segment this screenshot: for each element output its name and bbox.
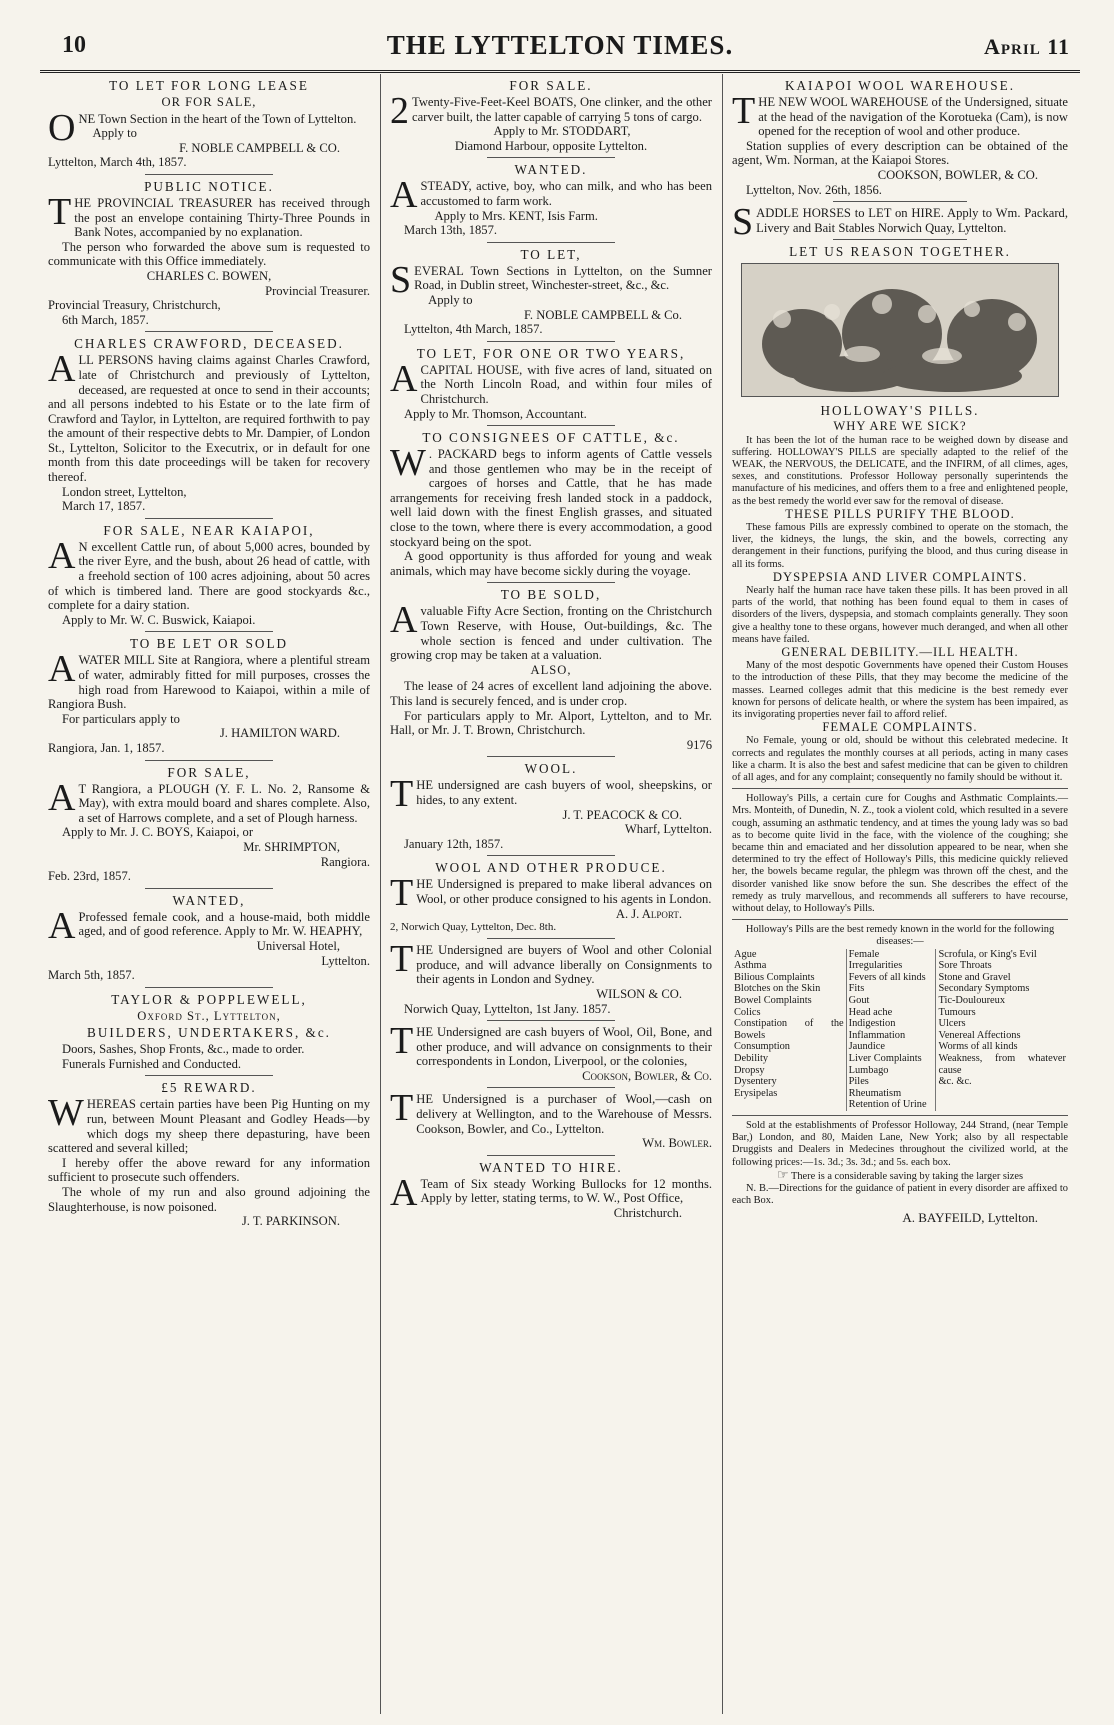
drop-cap: A — [48, 648, 76, 691]
disease-item: Lumbago — [848, 1064, 889, 1076]
disease-item: Consumption — [734, 1041, 791, 1053]
disease-item: Stone and Gravel — [938, 971, 1011, 983]
disease-item: Colics — [734, 1006, 761, 1018]
ad-heading: £5 REWARD. — [161, 1080, 257, 1096]
ad-place: Diamond Harbour, opposite Lyttelton. — [454, 138, 648, 153]
drop-cap: T — [390, 1087, 414, 1130]
disease-item: Rheumatism — [848, 1087, 902, 1099]
ad-heading: TO LET, — [520, 246, 582, 262]
ad-date: Lyttelton, 4th March, 1857. — [404, 322, 543, 337]
ad-subheading: OR FOR SALE, — [161, 95, 257, 109]
column-1 — [48, 76, 370, 1233]
ad-date: March 5th, 1857. — [48, 968, 135, 983]
ad-heading: FOR SALE. — [509, 78, 593, 93]
ad-signature: J. T. PARKINSON. — [241, 1214, 340, 1229]
disease-item: Secondary Symptoms — [938, 983, 1030, 995]
ad-date: 6th March, 1857. — [62, 312, 149, 327]
ad-wanted-to-hire — [390, 1160, 712, 1221]
holloway-paragraph: Many of the most despotic Governments have opened their Custom Houses to the introduction of these Pills, that they may become the medicine of the masses. Learned colleges admit that this medicine is the best remedy ever known for persons of delicate health, or where the system has been impaired, as its invigorating properties never fail to afford relief. — [732, 660, 1068, 721]
ad-signature: F. NOBLE CAMPBELL & Co. — [523, 307, 682, 322]
ad-wanted-cook — [48, 893, 370, 983]
disease-column — [936, 949, 1068, 1111]
ad-body: STEADY, active, boy, who can milk, and who has been accustomed to farm work. — [420, 179, 712, 208]
drop-cap: T — [48, 190, 72, 233]
ad-signature: A. BAYFEILD, Lyttelton. — [902, 1210, 1038, 1226]
disease-item: Dropsy — [734, 1064, 765, 1076]
drop-cap: A — [390, 1171, 418, 1214]
ad-body: Team of Six steady Working Bullocks for 12 months. Apply by letter, stating terms, to W. W., Post Office, — [420, 1176, 712, 1206]
ad-wanted-boy — [390, 162, 712, 237]
ad-body: ADDLE HORSES to LET on HIRE. Apply to Wm. Packard, Livery and Bait Stables Norwich Quay, Lyttelton. — [756, 206, 1068, 235]
ad-heading: CHARLES CRAWFORD, DECEASED. — [74, 336, 344, 352]
ad-signature-title: Provincial Treasurer. — [265, 283, 370, 298]
column-divider — [722, 74, 723, 1714]
ad-heading: WOOL. — [524, 761, 578, 777]
ad-address: Oxford St., Lyttelton, — [137, 1008, 281, 1023]
drop-cap: A — [390, 174, 418, 217]
ad-kaiapoi-wool-warehouse — [732, 78, 1068, 197]
ad-to-be-sold — [390, 587, 712, 752]
ad-body: EVERAL Town Sections in Lyttelton, on the Sumner Road, in Dublin street, Winchester-street, &c., &c. — [414, 263, 712, 293]
disease-item: Fevers of all kinds — [848, 971, 926, 983]
ad-date: Feb. 23rd, 1857. — [48, 869, 131, 884]
ad-cookson-bowler — [390, 1020, 712, 1083]
column-3 — [732, 76, 1068, 1230]
ad-body: HE PROVINCIAL TREASURER has received through the post an envelope containing Thirty-Three Pounds in Bank Notes, accompanied by no explanation. — [74, 195, 370, 240]
ad-heading: FOR SALE, NEAR KAIAPOI, — [103, 522, 315, 538]
ad-body: N excellent Cattle run, of about 5,000 acres, bounded by the river Eyre, and the bush, about 26 head of cattle, with a freehold section of 100 acres adjoining, about 50 acres of which is timbered land. There are good stockyards &c., complete for a dairy station. — [48, 539, 370, 613]
ad-holloway — [732, 244, 1068, 1226]
ad-signature: WILSON & CO. — [596, 986, 682, 1001]
ad-heading: PUBLIC NOTICE. — [144, 178, 274, 194]
holloway-subheading: FEMALE COMPLAINTS. — [822, 720, 978, 735]
disease-item: Inflammation — [848, 1029, 906, 1041]
disease-item: Bowel Complaints — [734, 995, 812, 1007]
holloway-paragraph: Nearly half the human race have taken these pills. It has been proved in all parts of the world, that nothing has been found equal to them in cases of disorders of the livers, dyspepsia, and stomach complaints generally. They soon give a healthy tone to these organs, however much deranged, and when all other means have failed. — [732, 584, 1068, 645]
disease-item: Tic-Douloureux — [938, 995, 1006, 1007]
ad-date: Lyttelton, Nov. 26th, 1856. — [746, 182, 882, 197]
ad-date: March 17, 1857. — [62, 499, 146, 514]
ad-date: Lyttelton, March 4th, 1857. — [48, 155, 187, 170]
engraving-illustration — [741, 263, 1059, 397]
ad-taylor-popplewell — [48, 992, 370, 1072]
holloway-heading: HOLLOWAY'S PILLS. — [820, 403, 980, 419]
ad-signature: J. T. PEACOCK & CO. — [562, 807, 682, 822]
ad-boats-sale — [390, 78, 712, 153]
drop-cap: A — [390, 599, 418, 642]
holloway-subheading: GENERAL DEBILITY.—ILL HEALTH. — [781, 645, 1019, 659]
ad-heading: FOR SALE, — [167, 764, 251, 780]
disease-item: Erysipelas — [734, 1087, 778, 1099]
ad-body: HE Undersigned is a purchaser of Wool,—cash on delivery at Wellington, and to the Warehouse of Messrs. Cookson, Bowler, and Co., Lyttelton. — [416, 1092, 712, 1136]
disease-item: Sore Throats — [938, 960, 992, 972]
disease-item: Venereal Affections — [938, 1029, 1021, 1041]
ad-town-sections — [390, 247, 712, 337]
page-number: 10 — [62, 32, 86, 58]
ad-body: CAPITAL HOUSE, with five acres of land, situated on the North Lincoln Road, and within four miles of Christchurch. — [420, 362, 712, 406]
masthead — [40, 30, 1080, 68]
ad-body: HE Undersigned is prepared to make liberal advances on Wool, or other produce consigned to his agents in London. — [416, 877, 712, 906]
ad-heading: LET US REASON TOGETHER. — [789, 244, 1011, 260]
ad-heading: TO LET, FOR ONE OR TWO YEARS, — [416, 345, 686, 361]
holloway-saving-note: There is a considerable saving by taking the larger sizes — [791, 1170, 1024, 1182]
drop-cap: T — [390, 938, 414, 981]
ad-date: Norwich Quay, Lyttelton, 1st Jany. 1857. — [404, 1001, 611, 1016]
drop-cap: O — [48, 106, 76, 149]
ad-reward — [48, 1080, 370, 1228]
holloway-subheading: THESE PILLS PURIFY THE BLOOD. — [785, 506, 1015, 521]
ad-heading: WANTED TO HIRE. — [479, 1159, 623, 1175]
ad-body: HE undersigned are cash buyers of wool, sheepskins, or hides, to any extent. — [416, 778, 712, 807]
drop-cap: A — [48, 776, 76, 819]
newspaper-title: THE LYTTELTON TIMES. — [386, 30, 734, 60]
holloway-directions: N. B.—Directions for the guidance of patient in every disorder are affixed to each Box. — [732, 1183, 1068, 1207]
holloway-paragraph: It has been the lot of the human race to be weighed down by disease and suffering. HOLLOWAY'S PILLS are specially adapted to the relief of the WEAK, the NERVOUS, the DELICATE, and the INFIRM, of all climes, ages, sexes, and constitutions. Professor Holloway personally superintends the manufacture of his medicines, and offers them to a free and enlightened people, as the best remedy the world ever saw for the removal of disease. — [732, 434, 1068, 507]
disease-item: Ague — [734, 948, 757, 960]
ad-body-2: Funerals Furnished and Conducted. — [62, 1056, 242, 1071]
ad-apply: Apply to — [92, 126, 137, 141]
ad-body: HE NEW WOOL WAREHOUSE of the Undersigned, situate at the head of the navigation of the Korotueka (Cam), is now opened for the reception of wool and other produce. — [758, 95, 1068, 139]
ad-trade: BUILDERS, UNDERTAKERS, &c. — [87, 1025, 331, 1041]
ad-heading: TO LET FOR LONG LEASE — [109, 78, 309, 93]
disease-item: Gout — [848, 995, 870, 1007]
disease-item: Piles — [848, 1076, 869, 1088]
ad-heading: TAYLOR & POPPLEWELL, — [111, 991, 307, 1007]
ad-crawford-deceased — [48, 336, 370, 514]
ad-body-2: I hereby offer the above reward for any information sufficient to prosecute such offenders. — [48, 1155, 370, 1185]
disease-item: Blotches on the Skin — [734, 983, 821, 995]
ad-body: HEREAS certain parties have been Pig Hunting on my run, between Mount Pleasant and Godley Heads—by which dogs my sheep there depasturing, have been scattered and several killed; — [48, 1097, 370, 1156]
ad-heading: KAIAPOI WOOL WAREHOUSE. — [784, 78, 1015, 93]
drop-cap: W — [48, 1092, 84, 1135]
ad-capital-house — [390, 346, 712, 421]
holloway-paragraph: These famous Pills are expressly combined to operate on the stomach, the liver, the kidneys, the lungs, the skin, and the bowels, correcting any derangement in their functions, purifying the blood, and thus curing disease in all its forms. — [732, 521, 1068, 570]
ad-date: March 13th, 1857. — [404, 223, 498, 238]
ad-body: HE Undersigned are buyers of Wool and other Colonial produce, and will advance liberally on Consignments to their agents in London and Sydney. — [416, 943, 712, 987]
drop-cap: A — [48, 904, 76, 947]
masthead-rule — [40, 70, 1080, 73]
drop-cap: A — [390, 357, 418, 400]
holloway-subheading: DYSPEPSIA AND LIVER COMPLAINTS. — [772, 569, 1028, 584]
ad-body-2: The person who forwarded the above sum is requested to communicate with this Office immediately. — [48, 239, 370, 269]
disease-item: Scrofula, or King's Evil — [938, 948, 1037, 960]
ad-body: NE Town Section in the heart of the Town of Lyttelton. — [78, 111, 357, 126]
column-divider — [380, 74, 381, 1714]
drop-cap: S — [732, 201, 754, 244]
drop-cap: A — [48, 534, 76, 577]
ad-plough-sale — [48, 765, 370, 884]
ad-signature: Wm. Bowler. — [642, 1136, 712, 1151]
ad-signature-place: Wharf, Lyttelton. — [624, 822, 712, 837]
disease-item: Tumours — [938, 1006, 976, 1018]
ad-to-let-long-lease — [48, 78, 370, 170]
ad-heading: TO BE SOLD, — [500, 587, 602, 603]
ad-body: T Rangiora, a PLOUGH (Y. F. L. No. 2, Ransome & May), with extra mould board and shares complete. Also, a set of Harrows complete, and a set of Plough harness. — [78, 781, 370, 825]
holloway-testimonial: Holloway's Pills, a certain cure for Coughs and Asthmatic Complaints.—Mrs. Monteith, of Dunedin, N. Z., took a violent cold, which resulted in a severe cough, assuming an asthmatic tendency, and at times the young lady was so bad as to become quite livid in the face, with the violence of the coughing; she became thin and emaciated and her dissolution appeared to be near, when she determined to try the effect of Holloway's Pills, this medicine quickly relieved her, the bowels became regular, the phlegm was thrown off the chest, and the disorder vanished like snow before the sun. She describes the effect of the remedy as truly marvellous, and recommends all sufferers to have recourse, without delay, to Holloway's Pills. — [732, 793, 1068, 915]
disease-item: Ulcers — [938, 1018, 966, 1030]
ad-body-2: The lease of 24 acres of excellent land adjoining the above. This land is securely fenced, and is under crop. — [390, 679, 712, 708]
disease-item: Bilious Complaints — [734, 971, 815, 983]
holloway-subheading: WHY ARE WE SICK? — [833, 419, 967, 434]
holloway-body — [732, 420, 1068, 1207]
ad-place: Provincial Treasury, Christchurch, — [48, 298, 221, 313]
ad-wool-purchaser — [390, 1087, 712, 1151]
holloway-paragraph: No Female, young or old, should be without this celebrated medecine. It corrects and regulates the monthly courses at all periods, acting in many cases like a charm. It is also the best and safest medicine that can be given to children of all ages, and for any complaint; consequently no family should be without it. — [732, 735, 1068, 784]
holloway-sold-at: Sold at the establishments of Professor Holloway, 244 Strand, (near Temple Bar,) London, and 80, Maiden Lane, New York; also by all respectable Druggists and Dealers in Medecines throughout the civilized world, at the following prices:—1s. 3d.; 3s. 3d.; and 5s. each box. — [732, 1119, 1068, 1168]
holloway-list-intro: Holloway's Pills are the best remedy known in the world for the following diseases:— — [745, 924, 1055, 948]
ad-signature: J. HAMILTON WARD. — [219, 726, 340, 741]
ad-apply: Apply to Mr. W. C. Buswick, Kaiapoi. — [62, 612, 256, 627]
ad-water-mill — [48, 636, 370, 755]
ad-body: LL PERSONS having claims against Charles Crawford, late of Christchurch and previously of Lyttelton, deceased, are requested at once to send in their accounts; and all persons indebted to his Estate or to the late firm of Crawford and Taylor, in Lyttelton, are required forthwith to pay the amount of their respective debts to Mr. Dampier, of London St., Lyttelton, Solicitor to the Executrix, or in default for one month from this date proceedings will be taken for recovery thereof. — [48, 353, 370, 485]
disease-item: Head ache — [848, 1006, 893, 1018]
ad-signature: Mr. SHRIMPTON, — [243, 839, 340, 854]
ad-body: Twenty-Five-Feet-Keel BOATS, One clinker, and the other carver built, the latter capable of carrying 5 tons of cargo. — [412, 95, 712, 124]
ad-signature: COOKSON, BOWLER, & CO. — [877, 167, 1038, 182]
disease-item: Indigestion — [848, 1018, 896, 1030]
ad-place: 2, Norwich Quay, Lyttelton, Dec. 8th. — [390, 921, 557, 934]
disease-item: Worms of all kinds — [938, 1041, 1018, 1053]
ad-body-3: The whole of my run and also ground adjoining the Slaughterhouse, is now poisoned. — [48, 1185, 370, 1214]
ad-body: . PACKARD begs to inform agents of Cattle vessels and those gentlemen who may be in the receipt of cargoes of horses and Cattle, that he has made arrangements for receiving fresh landed stock in a paddock, well laid down with the finest English grasses, and situated close to the town, where there is every accommodation, a good stockyard being on the spot. — [390, 447, 712, 549]
ad-signature: CHARLES C. BOWEN, — [146, 268, 272, 283]
disease-item: Retention of Urine — [848, 1099, 927, 1111]
disease-item: Female Irregularities — [848, 948, 903, 972]
ad-heading: TO BE LET OR SOLD — [129, 636, 289, 652]
column-2 — [390, 76, 712, 1225]
drop-cap: S — [390, 258, 412, 301]
ad-date: January 12th, 1857. — [404, 836, 504, 851]
drop-cap: T — [732, 90, 756, 132]
ad-body: WATER MILL Site at Rangiora, where a plentiful stream of water, admirably fitted for mill purposes, crosses the high road from Harewood to Kaiapoi, within a mile of Rangiora Bush. — [48, 653, 370, 712]
issue-date: April 11 — [983, 34, 1070, 59]
ad-consignees-cattle — [390, 430, 712, 578]
ad-apply: Apply to — [428, 292, 473, 307]
ad-wool-other-produce — [390, 860, 712, 934]
ad-apply: Apply to Mr. STODDART, — [493, 124, 631, 139]
disease-item: Debility — [734, 1053, 769, 1065]
ad-signature: F. NOBLE CAMPBELL & CO. — [179, 140, 340, 155]
ad-sale-kaiapoi — [48, 523, 370, 628]
disease-item: Dysentery — [734, 1076, 777, 1088]
ad-date: Rangiora, Jan. 1, 1857. — [48, 740, 165, 755]
drop-cap: W — [390, 442, 426, 485]
ad-body: Professed female cook, and a house-maid, both middle aged, and of good reference. Apply to Mr. W. HEAPHY, — [78, 909, 370, 939]
disease-item: Weakness, from whatever cause — [938, 1053, 1066, 1076]
disease-column — [846, 949, 936, 1111]
disease-item: Constipation of the Bowels — [734, 1018, 844, 1041]
ad-signature: A. J. Alport. — [615, 906, 682, 921]
ad-body-3: For particulars apply to Mr. Alport, Lyttelton, and to Mr. Hall, or Mr. J. T. Brown, Christchurch. — [390, 708, 712, 738]
ad-heading: WANTED, — [172, 892, 246, 908]
disease-item: Jaundice — [848, 1041, 885, 1053]
ad-signature-place: Rangiora. — [320, 854, 370, 869]
ad-apply: Apply to Mr. J. C. BOYS, Kaiapoi, or — [62, 825, 254, 840]
drop-cap: T — [390, 1020, 414, 1063]
ad-body-2: A good opportunity is thus afforded for young and weak animals, which may have become sickly during the voyage. — [390, 549, 712, 578]
ad-body: HE Undersigned are cash buyers of Wool, Oil, Bone, and other produce, and will advance on consignments to their correspondents in London, Liverpool, or the colonies, — [416, 1025, 712, 1069]
ad-body-2: Station supplies of every description can be obtained of the agent, Wm. Norman, at the Kaiapoi Stores. — [732, 138, 1068, 168]
ad-body: Doors, Sashes, Shop Fronts, &c., made to order. — [62, 1042, 305, 1057]
drop-cap: T — [390, 773, 414, 816]
disease-column — [732, 949, 846, 1111]
pointing-hand-icon: ☞ — [776, 1166, 789, 1182]
ad-apply: Apply to Mrs. KENT, Isis Farm. — [434, 208, 598, 223]
ad-heading: WANTED. — [514, 162, 588, 178]
ad-signature: Cookson, Bowler, & Co. — [582, 1068, 712, 1083]
drop-cap: A — [48, 348, 76, 391]
ad-signature: Christchurch. — [613, 1206, 682, 1221]
ad-place: London street, Lyttelton, — [62, 484, 187, 499]
ad-heading: WOOL AND OTHER PRODUCE. — [435, 860, 667, 876]
ad-wilson-co — [390, 938, 712, 1016]
disease-table — [732, 949, 1068, 1111]
disease-item: Asthma — [734, 960, 767, 972]
ad-apply: For particulars apply to — [62, 711, 180, 726]
ad-apply: Apply to Mr. Thomson, Accountant. — [404, 406, 587, 421]
ad-signature: Universal Hotel, — [256, 938, 340, 953]
disease-item: Liver Complaints — [848, 1053, 922, 1065]
ad-also: ALSO, — [530, 662, 572, 677]
ad-public-notice — [48, 179, 370, 327]
ad-wool-peacock — [390, 761, 712, 851]
drop-cap: 2 — [390, 90, 409, 132]
ad-signature-place: Lyttelton. — [321, 953, 370, 968]
ad-saddle-horses — [732, 201, 1068, 244]
ad-body: valuable Fifty Acre Section, fronting on the Christchurch Town Reserve, with House, Out-buildings, &c. The whole section is fenced and under cultivation. The growing crop may be taken at a valuation. — [390, 604, 712, 663]
drop-cap: T — [390, 872, 414, 915]
disease-item: Fits — [848, 983, 865, 995]
disease-item: &c. &c. — [938, 1076, 972, 1088]
ad-heading: TO CONSIGNEES OF CATTLE, &c. — [422, 430, 680, 446]
ad-reference-number: 9176 — [686, 737, 712, 752]
